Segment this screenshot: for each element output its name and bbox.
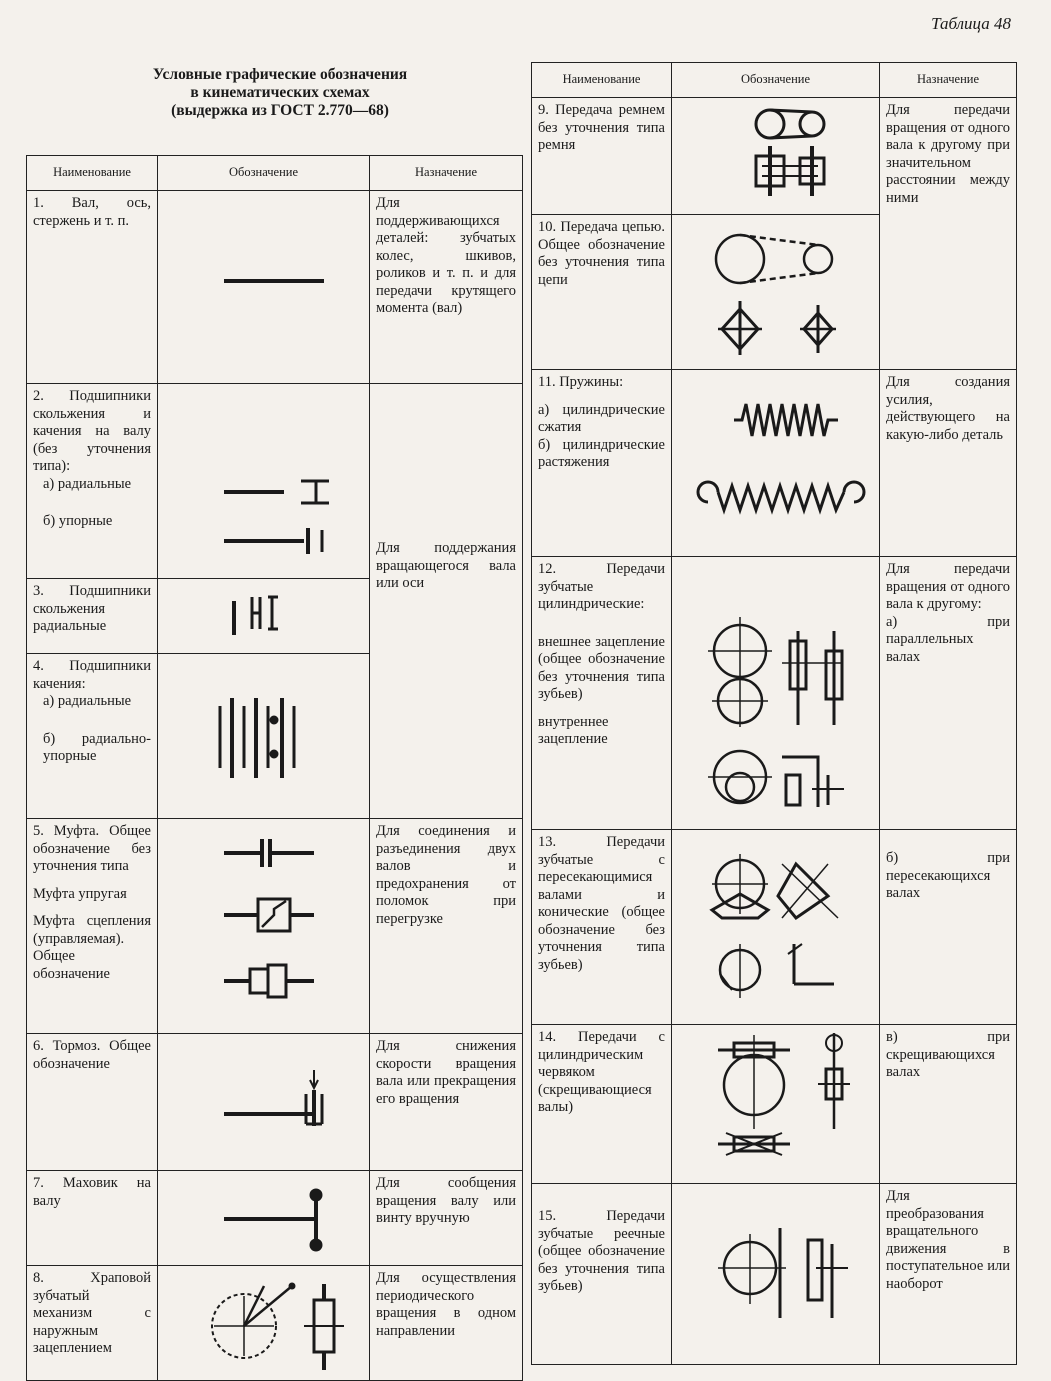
- shaft-icon: [164, 195, 370, 379]
- header-row: [532, 63, 1017, 98]
- bearing-shaft-symbol: [158, 384, 370, 579]
- row-name-b: Муфта упругая: [33, 885, 127, 902]
- header-purpose: Назначение: [880, 63, 1017, 98]
- row-name-main: 12. Передачи зубчатые цилиндрические:: [538, 561, 665, 612]
- row-purpose: в) при скрещивающихся валах: [880, 1025, 1017, 1184]
- table-row: [532, 830, 1017, 1025]
- brake-icon: [164, 1038, 370, 1166]
- row-name-main: 5. Муфта. Общее обозначение без уточнения типа: [33, 823, 151, 874]
- header-row: [27, 156, 523, 191]
- row-purpose: [370, 384, 523, 819]
- ratchet-icon: [164, 1270, 370, 1376]
- row-name: 6. Тормоз. Общее обозначение: [27, 1034, 158, 1171]
- table-row: [27, 384, 523, 579]
- row-purpose: Для соединения и разъединения двух валов и предохранения от поломок при перегрузке: [370, 819, 523, 1034]
- row-purpose: [880, 830, 1017, 1025]
- row-purpose: Для снижения скорости вращения вала или прекращения его вращения: [370, 1034, 523, 1171]
- flywheel-symbol: [158, 1171, 370, 1266]
- bevel-purpose: б) при пересекающихся валах: [886, 850, 1010, 901]
- plain-bearing-icon: [164, 583, 370, 649]
- row-name: [532, 557, 672, 830]
- rack-name: 15. Передачи зубчатые реечные (общее обозначение без уточнения типа зубьев): [538, 1208, 665, 1294]
- title-line-2: в кинематических схемах: [190, 84, 370, 101]
- row-name: [532, 370, 672, 557]
- header-name: Наименование: [532, 63, 672, 98]
- plain-bearing-symbol: [158, 579, 370, 654]
- table-row: [27, 1034, 523, 1171]
- row-purpose: Для осуществления периодического вращения в одном направлении: [370, 1266, 523, 1381]
- belt-drive-icon: [678, 102, 880, 210]
- row-name: [27, 384, 158, 579]
- shaft-symbol: [158, 191, 370, 384]
- rolling-bearing-symbol: [158, 654, 370, 819]
- spur-gear-symbol: [672, 557, 880, 830]
- title-line-1: Условные графические обозначения: [152, 66, 408, 83]
- row-name-a: а) цилиндрические сжатия: [538, 401, 665, 435]
- header-symbol: Обозначение: [672, 63, 880, 98]
- table-row: [27, 1266, 523, 1381]
- row-purpose: [880, 557, 1017, 830]
- row-name: 3. Подшипники скольжения радиальные: [27, 579, 158, 654]
- ratchet-symbol: [158, 1266, 370, 1381]
- coupling-icon: [164, 823, 370, 1029]
- row-name-c: Муфта сцепления (управляемая). Общее обозначение: [33, 913, 151, 982]
- row-purpose: Для поддерживающихся деталей: зубчатых колес, шкивов, роликов и т. п. и для передачи крутящего момента (вал): [370, 191, 523, 384]
- row-name-main: 2. Подшипники скольжения и качения на валу (без уточнения типа):: [33, 388, 151, 474]
- brake-symbol: [158, 1034, 370, 1171]
- row-name-b: б) радиально-упорные: [43, 730, 151, 764]
- header-purpose: Назначение: [370, 156, 523, 191]
- table-row: [532, 98, 1017, 215]
- rack-gear-icon: [678, 1188, 880, 1360]
- right-table: [531, 62, 1017, 1365]
- table-row: [27, 819, 523, 1034]
- row-name: 9. Передача ремнем без уточнения типа ремня: [532, 98, 672, 215]
- table-row: [27, 1171, 523, 1266]
- bearing-purpose: Для поддержания вращающегося вала или оси: [376, 540, 516, 591]
- row-name-b: б) цилиндрические растяжения: [538, 436, 665, 470]
- row-purpose: Для преобразования вращательного движения в поступательное или наоборот: [880, 1184, 1017, 1365]
- row-name: 7. Маховик на валу: [27, 1171, 158, 1266]
- header-name: Наименование: [27, 156, 158, 191]
- row-name-main: 4. Подшипники качения:: [33, 658, 151, 692]
- table-row: [27, 191, 523, 384]
- row-name-a: а) радиальные: [43, 475, 132, 492]
- rack-gear-symbol: [672, 1184, 880, 1365]
- bearing-icon: [164, 388, 370, 574]
- row-purpose: Для создания усилия, действующего на какую-либо деталь: [880, 370, 1017, 557]
- page-label: Таблица 48: [931, 14, 1011, 33]
- worm-gear-icon: [678, 1029, 880, 1179]
- row-name-b: б) упорные: [43, 513, 113, 529]
- table-row: [532, 1184, 1017, 1365]
- page-title: [40, 66, 520, 120]
- bevel-gear-icon: [678, 834, 880, 1020]
- left-table: [26, 155, 523, 1381]
- springs-symbol: [672, 370, 880, 557]
- row-name: [27, 654, 158, 819]
- bevel-gear-symbol: [672, 830, 880, 1025]
- table-row: [532, 557, 1017, 830]
- spring-icon: [678, 374, 880, 552]
- row-name-a: а) радиальные: [43, 693, 132, 709]
- row-purpose: Для сообщения вращения валу или винту вручную: [370, 1171, 523, 1266]
- worm-gear-symbol: [672, 1025, 880, 1184]
- table-row: [532, 370, 1017, 557]
- gear-purpose-a: а) при параллельных валах: [886, 613, 1010, 665]
- row-name: [532, 1184, 672, 1365]
- flywheel-icon: [164, 1175, 370, 1261]
- header-symbol: Обозначение: [158, 156, 370, 191]
- row-name: 14. Передачи с цилиндрическим червяком (скрещивающиеся валы): [532, 1025, 672, 1184]
- row-name: 8. Храповой зубчатый механизм с наружным зацеплением: [27, 1266, 158, 1381]
- table-row: [532, 1025, 1017, 1184]
- gear-purpose: Для передачи вращения от одного вала к другому:: [886, 561, 1010, 612]
- row-name: [27, 819, 158, 1034]
- belt-drive-symbol: [672, 98, 880, 215]
- row-purpose: Для передачи вращения от одного вала к другому при значительном расстоянии между ними: [880, 98, 1017, 370]
- title-line-3: (выдержка из ГОСТ 2.770—68): [171, 102, 389, 119]
- chain-drive-symbol: [672, 215, 880, 370]
- row-name: 13. Передачи зубчатые с пересекающимися валами и конические (общее обозначение без уточнения типа зубьев): [532, 830, 672, 1025]
- row-name-b: внутреннее зацепление: [538, 713, 609, 747]
- row-name: 1. Вал, ось, стержень и т. п.: [27, 191, 158, 384]
- coupling-symbol: [158, 819, 370, 1034]
- row-name-a: внешнее зацепление (общее обозначение без уточнения типа зубьев): [538, 633, 665, 702]
- row-name-main: 11. Пружины:: [538, 374, 624, 390]
- chain-drive-icon: [678, 219, 880, 365]
- rolling-bearing-icon: [164, 658, 370, 814]
- row-name: 10. Передача цепью. Общее обозначение без уточнения типа цепи: [532, 215, 672, 370]
- spur-gear-icon: [678, 561, 880, 825]
